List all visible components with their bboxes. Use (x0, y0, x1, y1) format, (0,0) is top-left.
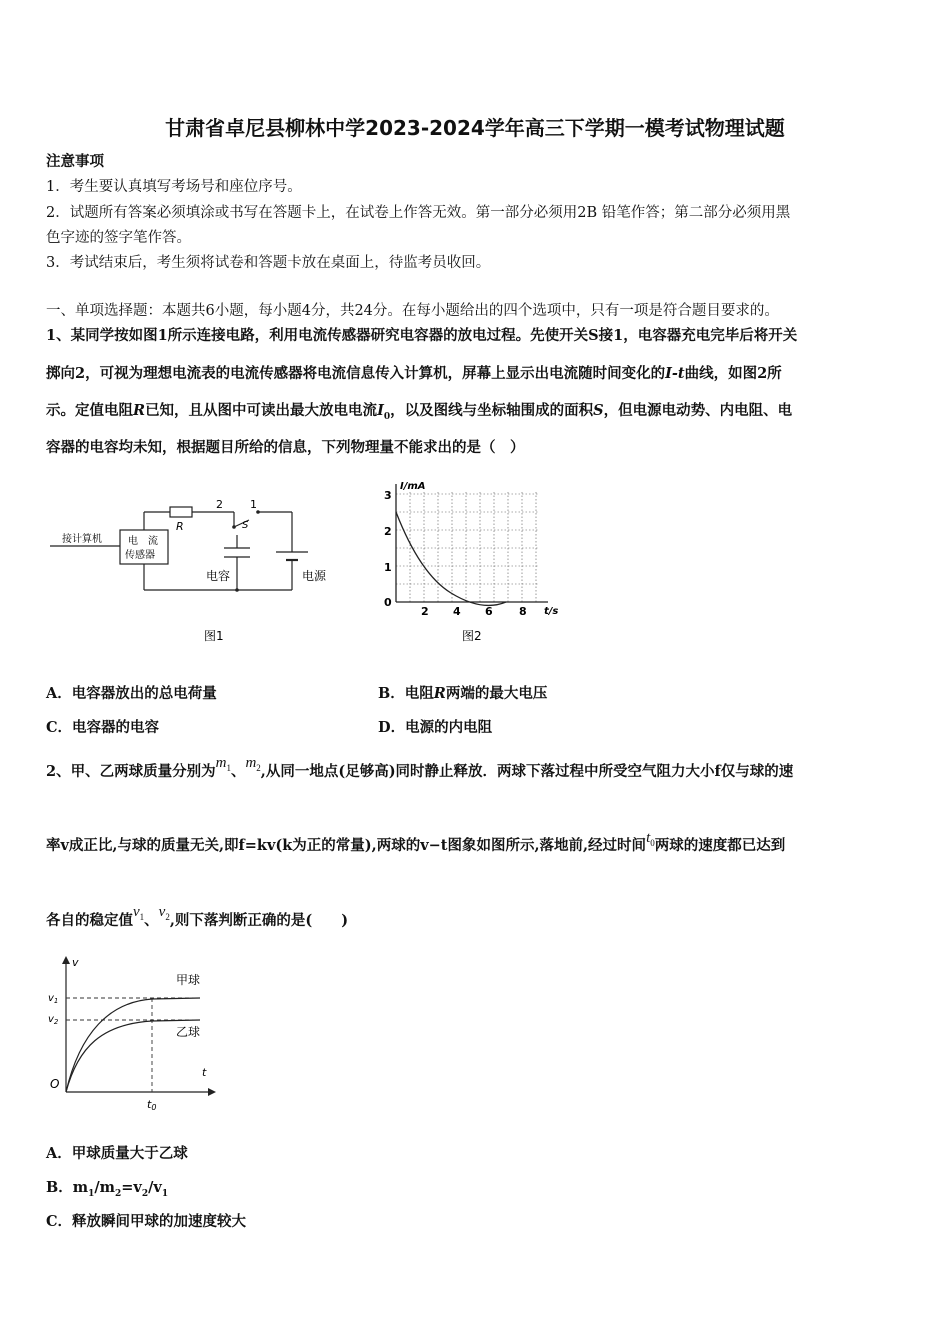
q1-line-2: 掷向2，可视为理想电流表的电流传感器将电流信息传入计算机，屏幕上显示出电流随时间变化的I-t曲线，如图2所 (46, 365, 782, 382)
q1-line-1: 1、某同学按如图1所示连接电路，利用电流传感器研究电容器的放电过程。先使开关S接1，电容器充电完毕后将开关 (46, 327, 798, 344)
q2-line-2: 率v成正比,与球的质量无关,即f=kv(k为正的常量),两球的v−t图象如图所示,落地前,经过时间$t_0$两球的速度都已达到 (46, 830, 786, 854)
fig2-x-tick: 6 (485, 605, 493, 618)
q2-curve-jia (66, 998, 200, 1092)
q1-option-c[interactable]: C．电容器的电容 (46, 719, 160, 736)
q1-option-d[interactable]: D．电源的内电阻 (378, 719, 493, 736)
fig2-y-tick: 2 (384, 525, 392, 538)
section-heading: 一、单项选择题：本题共6小题，每小题4分，共24分。在每小题给出的四个选项中，只有一项是符合题目要求的。 (46, 303, 779, 319)
q2-option-c[interactable]: C．释放瞬间甲球的加速度较大 (46, 1213, 247, 1230)
fig1-switch-label: S (242, 520, 249, 531)
fig2-caption: 图2 (462, 629, 482, 643)
fig1-caption: 图1 (204, 629, 224, 643)
q1-option-a[interactable]: A．电容器放出的总电荷量 (46, 685, 217, 702)
fig1-computer-label: 接计算机 (62, 534, 102, 545)
fig2-discharge-curve (396, 512, 506, 605)
fig1-resistor-label: R (176, 520, 184, 533)
q2-option-b[interactable]: B．$m_1/m_2=v_2/v_1$ (46, 1179, 169, 1199)
notice-item-2: 2．试题所有答案必须填涂或书写在答题卡上，在试卷上作答无效。第一部分必须用2B 铅笔作答；第二部分必须用黑 (46, 205, 791, 221)
fig2-y-tick: 0 (384, 596, 392, 609)
q2-graph-v2: $v_2$ (48, 1014, 59, 1026)
fig2-x-tick: 2 (421, 605, 429, 618)
fig1-switch-pos-1: 1 (250, 498, 257, 511)
q2-graph-t0: t0 (147, 1098, 157, 1112)
q1-line-3: 示。定值电阻R已知，且从图中可读出最大放电电流$I_0$，以及图线与坐标轴围成的面积S，但电源电动势、内电阻、电 (46, 402, 793, 422)
q2-vt-graph (40, 952, 230, 1118)
fig2-grid (396, 492, 538, 602)
q1-option-b[interactable]: B．电阻R两端的最大电压 (378, 685, 548, 702)
q2-graph-origin: O (50, 1077, 60, 1091)
q2-graph-t-axis: t (202, 1066, 207, 1079)
notice-item-3: 3．考试结束后，考生须将试卷和答题卡放在桌面上，待监考员收回。 (46, 255, 491, 271)
document-title: 甘肃省卓尼县柳林中学2023-2024学年高三下学期一模考试物理试题 (165, 116, 785, 140)
fig1-capacitor-label: 电容 (206, 569, 231, 583)
figure-1-circuit (44, 490, 344, 650)
fig1-sensor-line-2: 传感器 (125, 550, 155, 561)
q2-graph-label-yi: 乙球 (176, 1025, 201, 1039)
fig1-switch-pos-2: 2 (216, 498, 223, 511)
notice-heading: 注意事项 (46, 153, 104, 170)
fig1-source-label: 电源 (302, 569, 327, 583)
q2-line-1: 2、甲、乙两球质量分别为$m_1$、$m_2$,从同一地点(足够高)同时静止释放．两球下落过程中所受空气阻力大小f仅与球的速 (46, 755, 794, 780)
q2-line-3: 各自的稳定值$v_1$、$v_2$,则下落判断正确的是( ) (46, 904, 349, 929)
q2-option-a[interactable]: A．甲球质量大于乙球 (46, 1145, 188, 1162)
fig2-y-tick: 1 (384, 561, 392, 574)
q2-graph-label-jia: 甲球 (176, 973, 201, 987)
q1-line-4: 容器的电容均未知，根据题目所给的信息，下列物理量不能求出的是（ ） (46, 439, 525, 456)
fig2-x-tick: 8 (519, 605, 527, 618)
q1-it-var: I-t (665, 365, 685, 382)
fig1-sensor-line-1: 电 流 (128, 536, 158, 547)
notice-item-2-cont: 色字迹的签字笔作答。 (46, 230, 191, 246)
q2-graph-v1: $v_1$ (48, 993, 59, 1005)
notice-item-1: 1．考生要认真填写考场号和座位序号。 (46, 179, 302, 195)
figure-2-graph (376, 478, 576, 648)
fig2-x-tick: 4 (453, 605, 461, 618)
fig2-y-tick: 3 (384, 489, 392, 502)
fig2-ylabel: I/mA (400, 481, 426, 492)
q2-graph-v-axis: v (72, 956, 79, 969)
fig2-xlabel: t/s (544, 606, 559, 617)
